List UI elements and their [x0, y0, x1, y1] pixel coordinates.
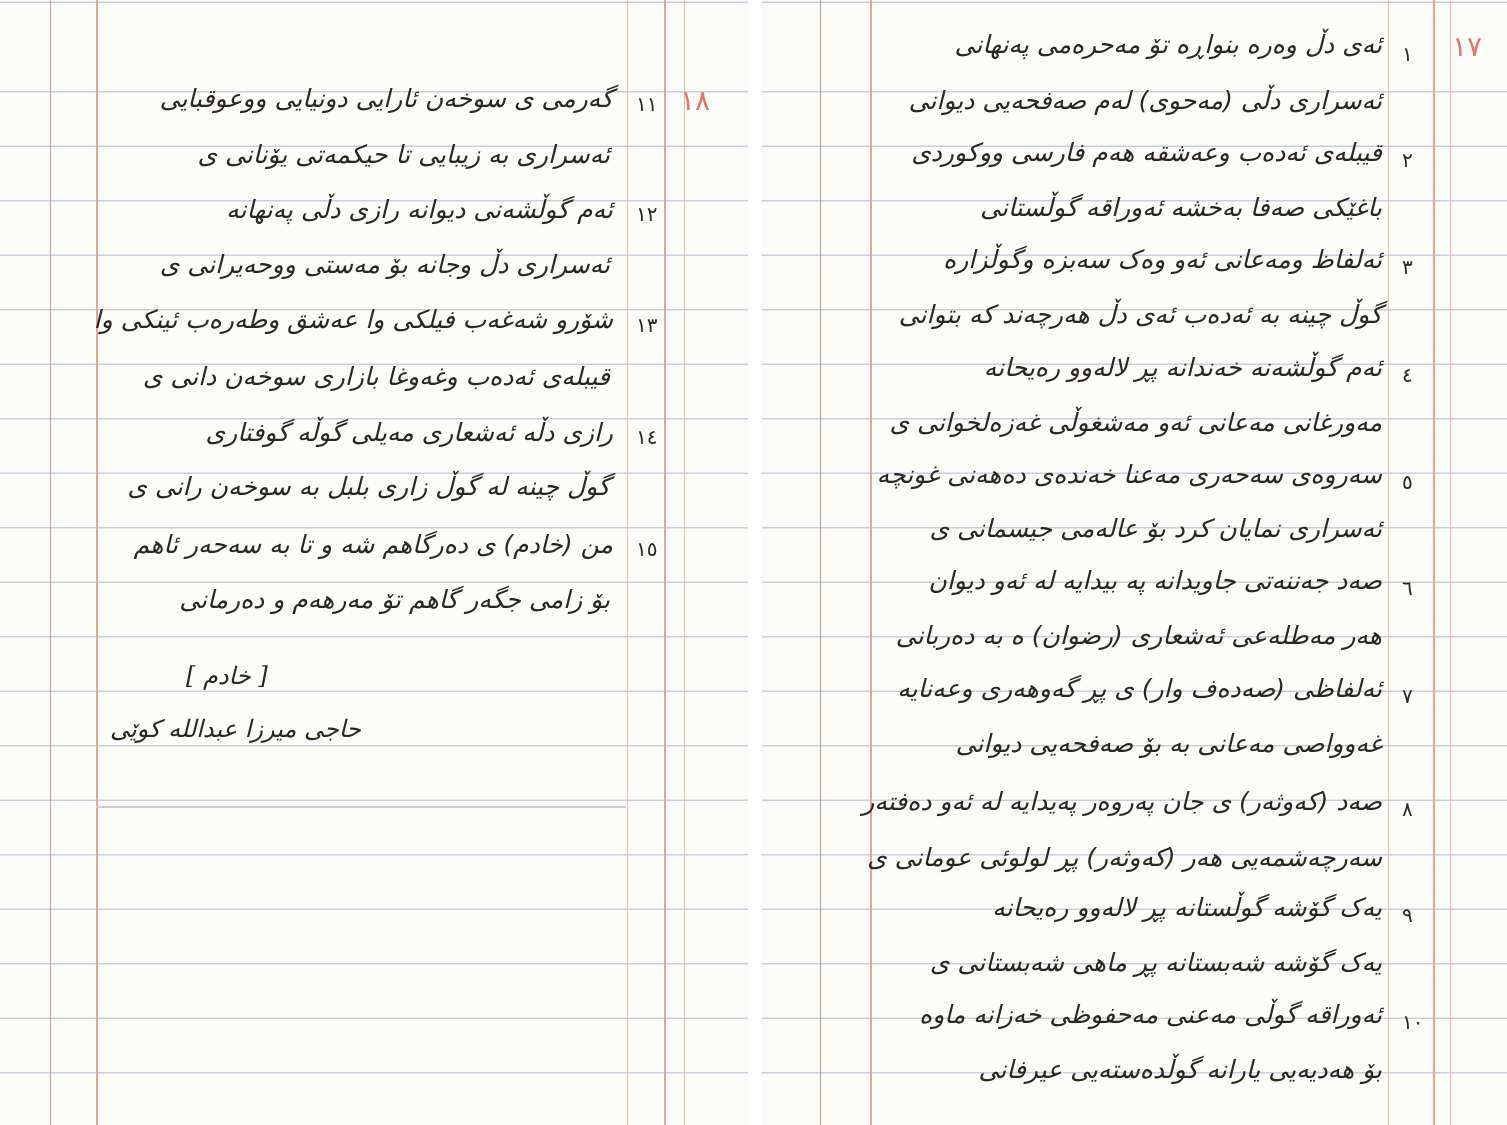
page-gutter — [748, 0, 762, 1125]
page-number: ١٨ — [680, 84, 711, 117]
verse-line: قیبلەی ئەدەب وغەوغا بازاری سوخەن دانی ی — [142, 362, 610, 391]
verse-line: بۆ هەدیەیی یارانە گوڵدەستەیی عیرفانی — [978, 1055, 1382, 1084]
verse-line: ئەلفاظ ومەعانی ئەو وەک سەبزە وگوڵزارە — [943, 245, 1382, 274]
verse-line: ئەوراقە گوڵی مەعنی مەحفوظی خەزانە ماوە — [919, 1000, 1382, 1029]
verse-line: صەد جەننەتی جاویدانە پە بیدایە لە ئەو دیوان — [928, 566, 1382, 595]
verse-line: غەوواصی مەعانی بە بۆ صەفحەیی دیوانی — [955, 729, 1382, 758]
verse-line: ئەسراری بە زیبایی تا حیکمەتی یۆنانی ی — [197, 140, 610, 169]
verse-line: ئەلفاظی (صەدەف وار) ی پڕ گەوهەری وعەنایە — [897, 674, 1382, 703]
verse-line: شۆرو شەغەب فیلکی وا عەشق وطەرەب ئینکی وا — [93, 305, 613, 334]
verse-line: ئەسراری دڵی (مەحوی) لەم صەفحەیی دیوانی — [908, 86, 1382, 115]
verse-number: ١٣ — [636, 313, 658, 337]
page-number: ١٧ — [1452, 30, 1483, 63]
verse-line: گەرمی ی سوخەن ئارایی دونیایی ووعوقبایی — [159, 84, 613, 113]
verse-number: ١٤ — [636, 425, 658, 449]
verse-number: ٢ — [1402, 148, 1413, 172]
number-column-line — [627, 0, 628, 1125]
verse-line: بۆ زامی جگەر گاهم تۆ مەرهەم و دەرمانی — [179, 585, 610, 614]
verse-line: هەر مەطلەعی ئەشعاری (رضوان) ە بە دەربانی — [895, 621, 1382, 650]
verse-number: ٤ — [1402, 363, 1413, 387]
verse-number: ٧ — [1402, 684, 1413, 708]
verse-line: صەد (کەوثەر) ی جان پەروەر پەیدایە لە ئەو دەفتەر — [862, 787, 1382, 816]
verse-line: ئەسراری دڵ وجانە بۆ مەستی ووحەیرانی ی — [159, 250, 610, 279]
verse-number: ٩ — [1402, 903, 1413, 927]
left-margin-line-inner — [96, 0, 98, 1125]
verse-line: سەرچەشمەیی هەر (کەوثەر) پڕ لولوئی عومانی ی — [867, 843, 1382, 872]
verse-line: ئەم گوڵشەنی دیوانە رازی دڵی پەنهانە — [226, 195, 613, 224]
number-column-line — [1388, 0, 1389, 1125]
right-margin-line-outer — [684, 0, 685, 1125]
verse-line: ئەم گوڵشەنە خەندانە پڕ لالەوو رەیحانە — [983, 353, 1382, 382]
verse-number: ١٢ — [636, 202, 658, 226]
verse-line: قیبلەی ئەدەب وعەشقە هەم فارسی ووکوردی — [911, 138, 1382, 167]
signature-pen-name: [ خادم ] — [186, 662, 268, 690]
verse-number: ٣ — [1402, 255, 1413, 279]
verse-line: گوڵ چینە بە ئەدەب ئەی دڵ هەرچەند کە بتوانی — [898, 300, 1382, 329]
right-margin-line — [1433, 0, 1435, 1125]
verse-number: ٦ — [1402, 576, 1413, 600]
left-margin-line — [50, 0, 51, 1125]
left-margin-line-inner — [870, 0, 872, 1125]
verse-number: ١٠ — [1402, 1010, 1424, 1034]
verse-line: ئەی دڵ وەرە بنواڕە تۆ مەحرەمی پەنهانی — [954, 30, 1382, 59]
verse-number: ١ — [1402, 42, 1413, 66]
verse-line: ئەسراری نمایان کرد بۆ عالەمی جیسمانی ی — [929, 514, 1382, 543]
verse-number: ٨ — [1402, 797, 1413, 821]
verse-line: رازی دڵە ئەشعاری مەیلی گوڵە گوفتاری — [205, 418, 613, 447]
verse-number: ١٥ — [636, 537, 658, 561]
end-rule — [96, 806, 626, 808]
signature-name: حاجی میرزا عبدالله کوێی — [110, 715, 361, 743]
verse-line: یەک گۆشە گوڵستانە پڕ لالەوو رەیحانە — [992, 893, 1382, 922]
left-margin-line — [820, 0, 821, 1125]
verse-line: مەورغانی مەعانی ئەو مەشغوڵی غەزەلخوانی ی — [889, 408, 1382, 437]
right-margin-line-outer — [1450, 0, 1451, 1125]
verse-number: ٥ — [1402, 470, 1413, 494]
verse-number: ١١ — [636, 92, 658, 116]
verse-line: گوڵ چینە لە گوڵ زاری بلبل بە سوخەن رانی ی — [127, 472, 610, 501]
verse-line: سەروەی سەحەری مەعنا خەندەی دەهەنی غونچە — [876, 460, 1382, 489]
verse-line: یەک گۆشە شەبستانە پڕ ماهی شەبستانی ی — [929, 948, 1382, 977]
left-notebook-page — [0, 0, 748, 1125]
right-notebook-page — [762, 0, 1507, 1125]
verse-line: باغێکی صەفا بەخشە ئەوراقە گوڵستانی — [980, 193, 1382, 222]
verse-line: من (خادم) ی دەرگاهم شە و تا بە سەحەر ئاهم — [133, 530, 613, 559]
right-margin-line — [664, 0, 666, 1125]
